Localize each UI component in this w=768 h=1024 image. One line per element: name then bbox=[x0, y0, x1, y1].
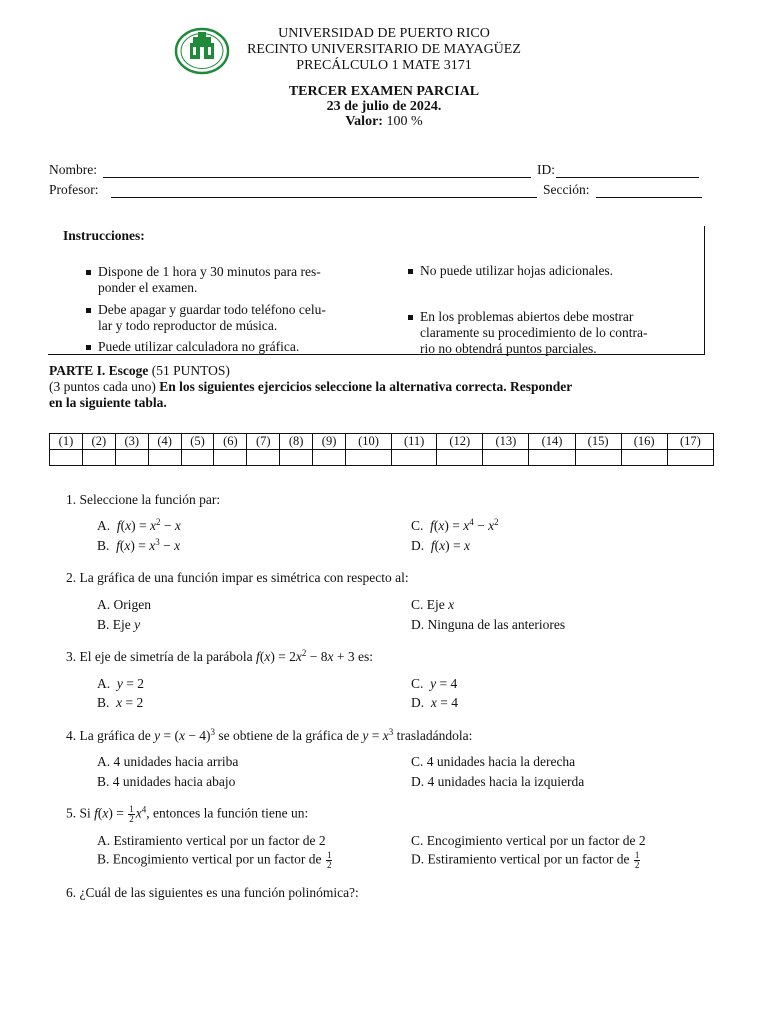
question-1-option-a[interactable]: A. $f(x) = x^2 - x$ bbox=[97, 517, 181, 533]
question-3-option-a[interactable]: A. y = 2 bbox=[97, 676, 144, 691]
question-1-option-b[interactable]: B. $f(x) = x^3 - x$ bbox=[97, 537, 181, 553]
id-label: ID: bbox=[537, 162, 555, 177]
question-3-stem: 3. El eje de simetría de la parábola $f(x) = 2x^2 - 8x + 3$ es: bbox=[66, 648, 374, 664]
answer-header: (6) bbox=[214, 434, 247, 450]
answer-header: (8) bbox=[280, 434, 313, 450]
question-6-stem: 6. ¿Cuál de las siguientes es una función polinómica?: bbox=[66, 885, 359, 900]
question-3-option-b[interactable]: B. x = 2 bbox=[97, 695, 144, 710]
question-2-option-a[interactable]: A. Origen bbox=[97, 597, 151, 612]
answer-table-answer-row bbox=[50, 450, 714, 466]
id-field[interactable] bbox=[556, 177, 699, 178]
question-2-option-d[interactable]: D. Ninguna de las anteriores bbox=[411, 617, 566, 632]
answer-cell[interactable] bbox=[148, 450, 181, 466]
answer-cell[interactable] bbox=[82, 450, 115, 466]
seccion-label: Sección: bbox=[543, 182, 590, 197]
question-5-option-a[interactable]: A. Estiramiento vertical por un factor de 2 bbox=[97, 833, 326, 848]
question-4-option-a[interactable]: A. 4 unidades hacia arriba bbox=[97, 754, 239, 769]
question-4-option-c[interactable]: C. 4 unidades hacia la derecha bbox=[411, 754, 576, 769]
answer-table-header-row bbox=[50, 434, 714, 450]
answer-cell[interactable] bbox=[529, 450, 575, 466]
answer-header: (15) bbox=[575, 434, 621, 450]
answer-header: (2) bbox=[82, 434, 115, 450]
answer-header: (17) bbox=[667, 434, 713, 450]
answer-cell[interactable] bbox=[437, 450, 483, 466]
instruction-item: Debe apagar y guardar todo teléfono celu- lar y todo reproductor de música. bbox=[86, 302, 386, 334]
question-5-option-d[interactable]: D. Estiramiento vertical por un factor de $\frac{1}{2}$ bbox=[411, 850, 640, 870]
part1-heading: PARTE I. Escoge (51 PUNTOS) bbox=[49, 363, 230, 378]
course-name: PRECÁLCULO 1 MATE 3171 bbox=[296, 58, 472, 73]
answer-cell[interactable] bbox=[313, 450, 346, 466]
question-1-option-c[interactable]: C. $f(x) = x^4 - x^2$ bbox=[411, 517, 499, 533]
question-2-option-b[interactable]: B. Eje y bbox=[97, 617, 141, 632]
answer-header: (12) bbox=[437, 434, 483, 450]
answer-header: (5) bbox=[181, 434, 214, 450]
question-5-option-b[interactable]: B. Encogimiento vertical por un factor de $\frac{1}{2}$ bbox=[97, 850, 332, 870]
question-2-stem: 2. La gráfica de una función impar es simétrica con respecto al: bbox=[66, 570, 409, 585]
exam-value bbox=[0, 114, 768, 130]
exam-value-amount: 100 % bbox=[386, 114, 423, 129]
question-5-option-c[interactable]: C. Encogimiento vertical por un factor de 2 bbox=[411, 833, 646, 848]
instruction-item: Dispone de 1 hora y 30 minutos para res- ponder el examen. bbox=[86, 264, 386, 296]
question-1-option-d[interactable]: D. f(x) = x bbox=[411, 538, 470, 553]
question-4-stem: 4. La gráfica de $y = (x - 4)^3$ se obtiene de la gráfica de $y = x^3$ trasladándola: bbox=[66, 727, 473, 743]
answer-cell[interactable] bbox=[280, 450, 313, 466]
instruction-item: No puede utilizar hojas adicionales. bbox=[408, 263, 708, 279]
exam-date: 23 de julio de 2024. bbox=[326, 99, 442, 114]
answer-header: (14) bbox=[529, 434, 575, 450]
instructions-title: Instrucciones: bbox=[63, 228, 145, 243]
answer-header: (1) bbox=[50, 434, 83, 450]
answer-cell[interactable] bbox=[621, 450, 667, 466]
question-4-option-b[interactable]: B. 4 unidades hacia abajo bbox=[97, 774, 236, 789]
answer-cell[interactable] bbox=[181, 450, 214, 466]
seccion-field[interactable] bbox=[596, 197, 702, 198]
answer-header: (11) bbox=[392, 434, 437, 450]
question-1-stem: 1. Seleccione la función par: bbox=[66, 492, 221, 507]
profesor-label: Profesor: bbox=[49, 182, 99, 197]
answer-header: (3) bbox=[115, 434, 148, 450]
instruction-item: Puede utilizar calculadora no gráfica. bbox=[86, 339, 386, 355]
answer-cell[interactable] bbox=[392, 450, 437, 466]
answer-header: (16) bbox=[621, 434, 667, 450]
answer-cell[interactable] bbox=[247, 450, 280, 466]
answer-cell[interactable] bbox=[575, 450, 621, 466]
answer-cell[interactable] bbox=[346, 450, 392, 466]
nombre-label: Nombre: bbox=[49, 162, 97, 177]
exam-value-label: Valor: bbox=[345, 114, 383, 129]
question-5-stem: 5. Si f(x) = $\frac{1}{2}$ $x^4$, entonces la función tiene un: bbox=[66, 804, 309, 824]
answer-cell[interactable] bbox=[667, 450, 713, 466]
campus-name: RECINTO UNIVERSITARIO DE MAYAGÜEZ bbox=[247, 42, 521, 57]
question-3-option-c[interactable]: C. y = 4 bbox=[411, 676, 458, 691]
answer-header: (9) bbox=[313, 434, 346, 450]
profesor-field[interactable] bbox=[111, 197, 537, 198]
answer-header: (10) bbox=[346, 434, 392, 450]
answer-header: (13) bbox=[483, 434, 529, 450]
answer-header: (7) bbox=[247, 434, 280, 450]
answer-table bbox=[49, 433, 714, 466]
answer-cell[interactable] bbox=[483, 450, 529, 466]
question-3-option-d[interactable]: D. x = 4 bbox=[411, 695, 458, 710]
answer-cell[interactable] bbox=[214, 450, 247, 466]
answer-header: (4) bbox=[148, 434, 181, 450]
answer-cell[interactable] bbox=[115, 450, 148, 466]
answer-cell[interactable] bbox=[50, 450, 83, 466]
question-2-option-c[interactable]: C. Eje x bbox=[411, 597, 455, 612]
part1-instructions-cont: en la siguiente tabla. bbox=[49, 395, 167, 410]
university-name: UNIVERSIDAD DE PUERTO RICO bbox=[278, 26, 490, 41]
nombre-field[interactable] bbox=[103, 177, 531, 178]
instruction-item: En los problemas abiertos debe mostrar claramente su procedimiento de lo contra- rio no obtendrá puntos parciales. bbox=[408, 309, 708, 357]
exam-title: TERCER EXAMEN PARCIAL bbox=[288, 84, 480, 99]
part1-instructions: (3 puntos cada uno) En los siguientes ejercicios seleccione la alternativa correcta. Responder bbox=[49, 379, 573, 394]
question-4-option-d[interactable]: D. 4 unidades hacia la izquierda bbox=[411, 774, 585, 789]
